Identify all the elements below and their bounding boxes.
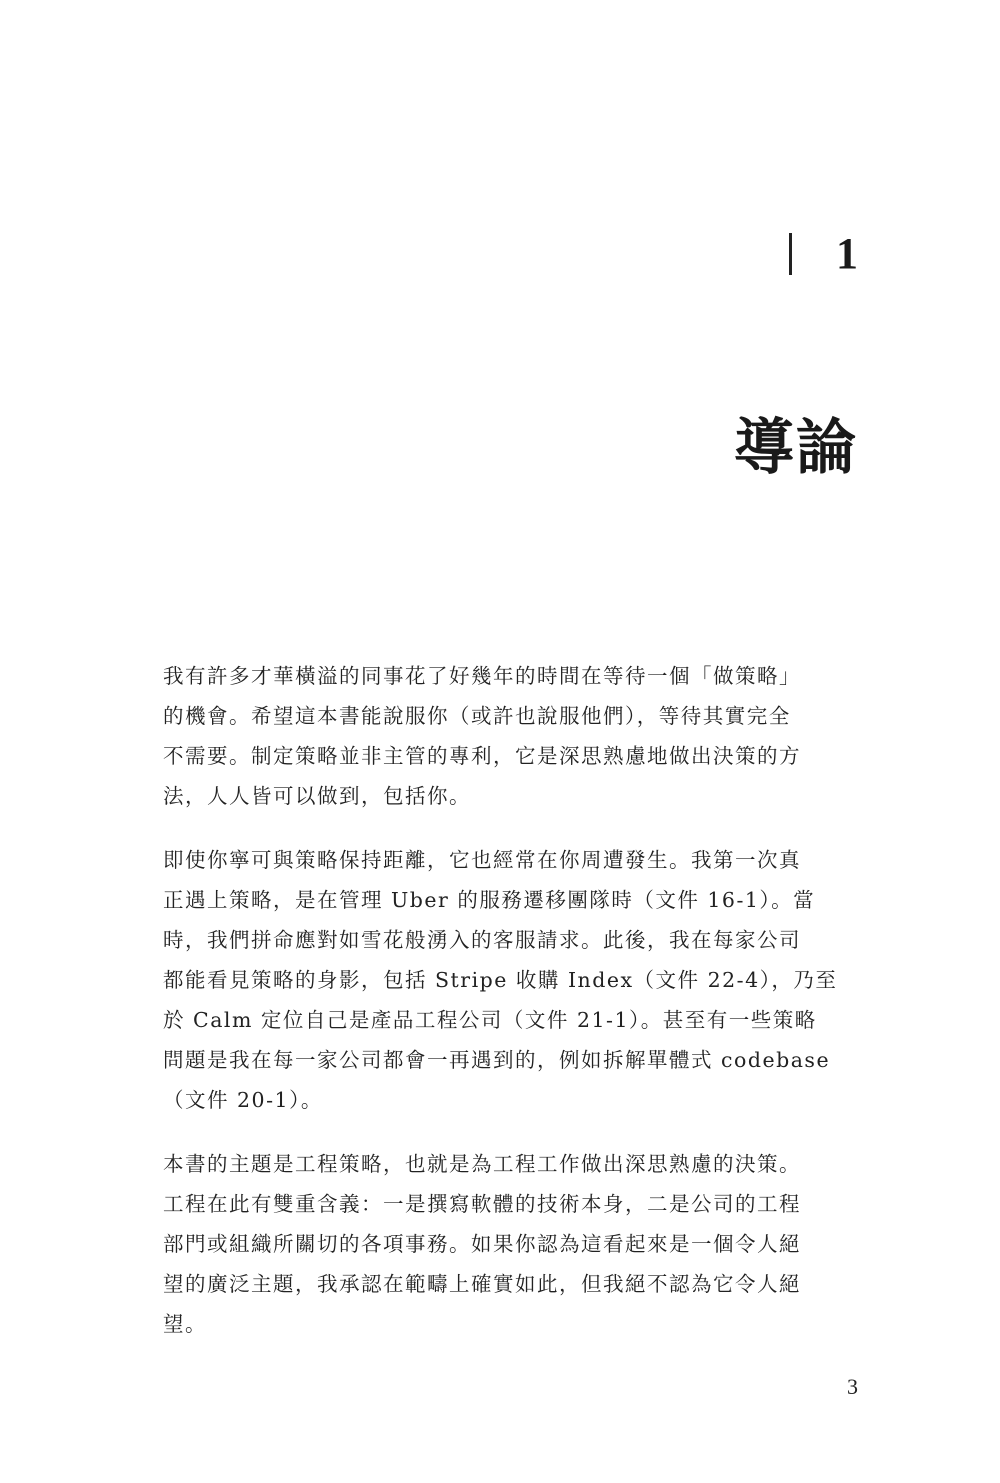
text-line: （文件 20-1）。 (163, 1088, 323, 1112)
text-line: 的機會。希望這本書能說服你（或許也說服他們），等待其實完全 (163, 704, 791, 728)
chapter-header (789, 229, 858, 278)
text-line: 不需要。制定策略並非主管的專利，它是深思熟慮地做出決策的方 (163, 744, 801, 768)
text-line: 時，我們拼命應對如雪花般湧入的客服請求。此後，我在每家公司 (163, 928, 801, 952)
text-line: 問題是我在每一家公司都會一再遇到的，例如拆解單體式 codebase (163, 1048, 831, 1072)
text-line: 我有許多才華橫溢的同事花了好幾年的時間在等待一個「做策略」 (163, 664, 801, 688)
text-line: 部門或組織所關切的各項事務。如果你認為這看起來是一個令人絕 (163, 1232, 801, 1256)
text-line: 工程在此有雙重含義：一是撰寫軟體的技術本身，二是公司的工程 (163, 1192, 801, 1216)
text-line: 望的廣泛主題，我承認在範疇上確實如此，但我絕不認為它令人絕 (163, 1272, 801, 1296)
text-line: 法，人人皆可以做到，包括你。 (163, 784, 471, 808)
text-line: 即使你寧可與策略保持距離，它也經常在你周遭發生。我第一次真 (163, 848, 801, 872)
page-number: 3 (847, 1374, 858, 1399)
text-line: 望。 (163, 1312, 207, 1336)
text-line: 本書的主題是工程策略，也就是為工程工作做出深思熟慮的決策。 (163, 1152, 801, 1176)
text-line: 於 Calm 定位自己是產品工程公司（文件 21-1）。甚至有一些策略 (163, 1008, 817, 1032)
body-text (163, 656, 858, 1368)
text-line: 都能看見策略的身影，包括 Stripe 收購 Index（文件 22-4），乃至 (163, 968, 838, 992)
chapter-title: 導論 (734, 413, 858, 483)
paragraph-2 (163, 840, 858, 1120)
paragraph-3 (163, 1144, 858, 1344)
chapter-number: 1 (836, 229, 858, 278)
chapter-divider-bar (789, 233, 792, 275)
paragraph-1 (163, 656, 858, 816)
text-line: 正遇上策略，是在管理 Uber 的服務遷移團隊時（文件 16-1）。當 (163, 888, 816, 912)
